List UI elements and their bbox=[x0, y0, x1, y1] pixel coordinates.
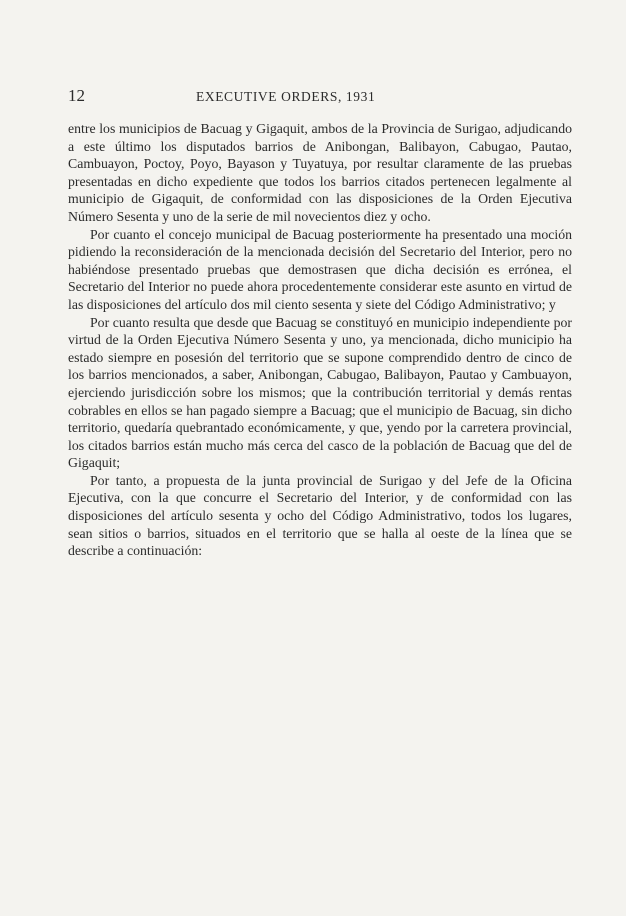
paragraph: Por cuanto resulta que desde que Bacuag se constituyó en municipio independiente por virtud de la Orden Ejecutiva Número Sesenta y uno, ya mencionada, dicho municipio ha estado siempre en posesión del territorio que se supone comprendido dentro de cinco de los barrios mencionados, a saber, Anibongan, Cabugao, Balibayon, Pautao y Cambuayon, ejerciendo jurisdicción sobre los mismos; que la contribución territorial y demás rentas cobrables en ellos se han pagado siempre a Bacuag; que el municipio de Bacuag, sin dicho territorio, quedaría quebrantado económicamente, y que, yendo por la carretera provincial, los citados barrios están mucho más cerca del casco de la población de Bacuag que del de Gigaquit; bbox=[68, 314, 572, 471]
paragraph: Por tanto, a propuesta de la junta provincial de Surigao y del Jefe de la Oficina Ejecutiva, con la que concurre el Secretario del Interior, y de conformidad con las disposiciones del artículo sesenta y ocho del Código Administrativo, todos los lugares, sean sitios o barrios, situados en el territorio que se halla al oeste de la línea que se describe a continuación: bbox=[68, 472, 572, 559]
page-header bbox=[68, 86, 572, 106]
paragraph: Por cuanto el concejo municipal de Bacuag posteriormente ha presentado una moción pidiendo la reconsideración de la mencionada decisión del Secretario del Interior, pero no habiéndose presentado pruebas que demostrasen que dicha decisión es errónea, el Secretario del Interior no puede ahora procedentemente considerar este asunto en virtud de las disposiciones del artículo dos mil ciento sesenta y siete del Código Administrativo; y bbox=[68, 226, 572, 312]
paragraph-continuation: entre los municipios de Bacuag y Gigaquit, ambos de la Provincia de Surigao, adjudicando a este último los disputados barrios de Anibongan, Balibayon, Cabugao, Pautao, Cambuayon, Poctoy, Poyo, Bayason y Tuyatuya, por resultar claramente de las pruebas presentadas en dicho expediente que todos los barrios citados pertenecen legalmente al municipio de Gigaquit, de conformidad con las disposiciones de la Orden Ejecutiva Número Sesenta y uno de la serie de mil novecientos diez y ocho. bbox=[68, 121, 572, 224]
running-title: EXECUTIVE ORDERS, 1931 bbox=[196, 89, 376, 104]
body-text bbox=[68, 120, 572, 560]
page-number: 12 bbox=[68, 86, 85, 105]
